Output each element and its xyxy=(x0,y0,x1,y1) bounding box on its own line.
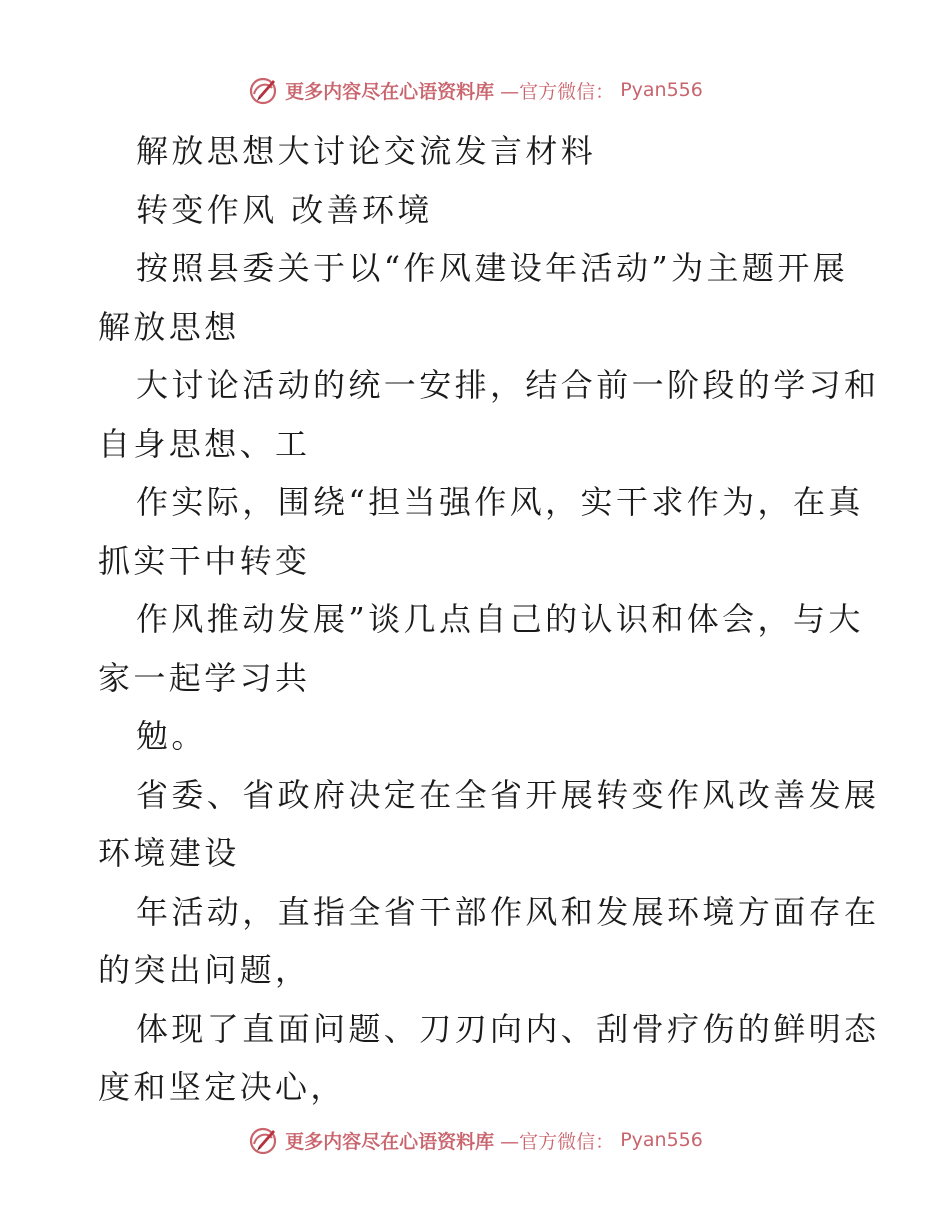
text-line: 作实际，围绕“担当强作风，实干求作为，在真 xyxy=(136,483,864,521)
text-line: 年活动，直指全省干部作风和发展环境方面存在 xyxy=(136,892,880,931)
text-line: 作风推动发展”谈几点自己的认识和体会，与大 xyxy=(136,600,864,638)
text-line: 度和坚定决心， xyxy=(98,1068,346,1106)
text-line: 解放思想大讨论交流发言材料 xyxy=(136,132,597,170)
pen-swirl-logo-icon xyxy=(247,74,279,106)
banner-wechat-id: Pyan556 xyxy=(620,1129,703,1151)
banner-wechat-label: —官方微信： xyxy=(500,80,615,103)
text-line: 省委、省政府决定在全省开展转变作风改善发展 xyxy=(136,775,880,814)
text-line: 的突出问题， xyxy=(98,951,311,989)
header-banner xyxy=(0,70,950,110)
text-line: 自身思想、工 xyxy=(98,424,311,463)
banner-site-name: 更多内容尽在心语资料库 xyxy=(285,80,495,103)
banner-site-name: 更多内容尽在心语资料库 xyxy=(285,1130,495,1153)
banner-wechat-id: Pyan556 xyxy=(620,79,703,101)
footer-banner xyxy=(0,1120,950,1160)
text-line: 勉。 xyxy=(136,717,207,755)
text-line: 抓实干中转变 xyxy=(98,541,311,580)
text-line: 家一起学习共 xyxy=(98,658,311,697)
text-line: 体现了直面问题、刀刃向内、刮骨疗伤的鲜明态 xyxy=(136,1009,880,1048)
text-line: 环境建设 xyxy=(98,834,240,872)
banner-wechat-label: —官方微信： xyxy=(500,1130,615,1153)
text-line: 按照县委关于以“作风建设年活动”为主题开展 xyxy=(136,249,849,287)
text-line: 大讨论活动的统一安排，结合前一阶段的学习和 xyxy=(136,366,880,404)
document-body xyxy=(98,122,880,1117)
text-line: 转变作风 改善环境 xyxy=(136,190,433,229)
text-line: 解放思想 xyxy=(98,307,240,346)
pen-swirl-logo-icon xyxy=(247,1124,279,1156)
